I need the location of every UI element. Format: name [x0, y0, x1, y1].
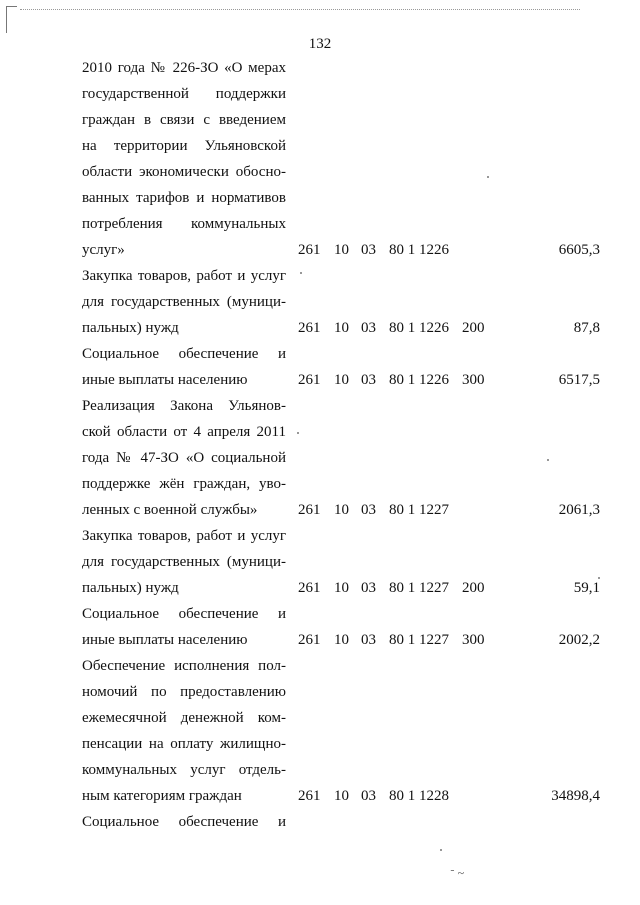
- row-description: Социальное обеспечение и: [82, 346, 286, 362]
- subsection-code: 03: [361, 580, 376, 596]
- department-code: 261: [298, 632, 321, 648]
- section-code: 10: [334, 580, 349, 596]
- table-row: [0, 705, 640, 731]
- row-description: поддержке жён граждан, уво-: [82, 476, 286, 492]
- amount: 87,8: [573, 320, 600, 336]
- row-description: пенсации на оплату жилищно-: [82, 736, 286, 752]
- row-description: ным категориям граждан: [82, 788, 242, 804]
- amount: 34898,4: [551, 788, 600, 804]
- table-row: [0, 341, 640, 367]
- table-row: [0, 81, 640, 107]
- target-article-code: 80 1 1227: [389, 632, 449, 648]
- scan-edge-artifact: [20, 9, 580, 12]
- section-code: 10: [334, 372, 349, 388]
- subsection-code: 03: [361, 788, 376, 804]
- expense-type-code: 300: [462, 632, 485, 648]
- target-article-code: 80 1 1227: [389, 580, 449, 596]
- table-row: [0, 107, 640, 133]
- subsection-code: 03: [361, 502, 376, 518]
- department-code: 261: [298, 788, 321, 804]
- row-description: Реализация Закона Ульянов-: [82, 398, 286, 414]
- row-description: пальных) нужд: [82, 320, 179, 336]
- table-row: [0, 289, 640, 315]
- section-code: 10: [334, 502, 349, 518]
- expense-type-code: 300: [462, 372, 485, 388]
- row-description: граждан в связи с введением: [82, 112, 286, 128]
- table-row: [0, 185, 640, 211]
- row-description: на территории Ульяновской: [82, 138, 286, 154]
- subsection-code: 03: [361, 372, 376, 388]
- section-code: 10: [334, 242, 349, 258]
- row-description: Социальное обеспечение и: [82, 606, 286, 622]
- row-description: года № 47-ЗО «О социальной: [82, 450, 286, 466]
- target-article-code: 80 1 1226: [389, 242, 449, 258]
- target-article-code: 80 1 1226: [389, 372, 449, 388]
- scan-corner-mark: [6, 6, 17, 33]
- table-row: [0, 757, 640, 783]
- department-code: 261: [298, 502, 321, 518]
- row-description: пальных) нужд: [82, 580, 179, 596]
- target-article-code: 80 1 1228: [389, 788, 449, 804]
- table-row: [0, 211, 640, 237]
- table-row: [0, 549, 640, 575]
- table-row: [0, 133, 640, 159]
- table-row: [0, 601, 640, 627]
- subsection-code: 03: [361, 632, 376, 648]
- amount: 59,1: [573, 580, 600, 596]
- table-row: [0, 731, 640, 757]
- table-row: [0, 263, 640, 289]
- table-row: [0, 159, 640, 185]
- row-description: области экономически обосно-: [82, 164, 286, 180]
- row-description: ванных тарифов и нормативов: [82, 190, 286, 206]
- amount: 6517,5: [558, 372, 600, 388]
- row-description: Закупка товаров, работ и услуг: [82, 528, 286, 544]
- row-description: коммунальных услуг отдель-: [82, 762, 286, 778]
- row-description: ленных с военной службы»: [82, 502, 258, 518]
- row-description: ежемесячной денежной ком-: [82, 710, 286, 726]
- expense-type-code: 200: [462, 580, 485, 596]
- department-code: 261: [298, 242, 321, 258]
- row-description: государственной поддержки: [82, 86, 286, 102]
- target-article-code: 80 1 1227: [389, 502, 449, 518]
- scan-scribble: ᐨ ~: [450, 866, 465, 880]
- row-description: услуг»: [82, 242, 125, 258]
- section-code: 10: [334, 788, 349, 804]
- table-row: [0, 575, 640, 601]
- department-code: 261: [298, 372, 321, 388]
- amount: 2002,2: [558, 632, 600, 648]
- row-description: номочий по предоставлению: [82, 684, 286, 700]
- table-row: [0, 445, 640, 471]
- table-row: [0, 497, 640, 523]
- amount: 6605,3: [558, 242, 600, 258]
- row-description: ской области от 4 апреля 2011: [82, 424, 286, 440]
- row-description: Закупка товаров, работ и услуг: [82, 268, 286, 284]
- table-row: [0, 315, 640, 341]
- page-number: 132: [308, 36, 332, 52]
- amount: 2061,3: [558, 502, 600, 518]
- table-row: [0, 809, 640, 835]
- table-row: [0, 523, 640, 549]
- table-row: [0, 471, 640, 497]
- subsection-code: 03: [361, 242, 376, 258]
- subsection-code: 03: [361, 320, 376, 336]
- row-description: Социальное обеспечение и: [82, 814, 286, 830]
- table-row: [0, 679, 640, 705]
- scan-speck: [440, 849, 442, 851]
- row-description: для государственных (муници-: [82, 294, 286, 310]
- table-row: [0, 393, 640, 419]
- target-article-code: 80 1 1226: [389, 320, 449, 336]
- row-description: иные выплаты населению: [82, 632, 248, 648]
- section-code: 10: [334, 632, 349, 648]
- table-row: [0, 367, 640, 393]
- row-description: для государственных (муници-: [82, 554, 286, 570]
- table-row: [0, 783, 640, 809]
- table-row: [0, 627, 640, 653]
- row-description: Обеспечение исполнения пол-: [82, 658, 286, 674]
- row-description: иные выплаты населению: [82, 372, 248, 388]
- table-row: [0, 653, 640, 679]
- department-code: 261: [298, 320, 321, 336]
- table-row: [0, 55, 640, 81]
- department-code: 261: [298, 580, 321, 596]
- row-description: 2010 года № 226-ЗО «О мерах: [82, 60, 286, 76]
- table-row: [0, 237, 640, 263]
- row-description: потребления коммунальных: [82, 216, 286, 232]
- section-code: 10: [334, 320, 349, 336]
- expense-type-code: 200: [462, 320, 485, 336]
- table-row: [0, 419, 640, 445]
